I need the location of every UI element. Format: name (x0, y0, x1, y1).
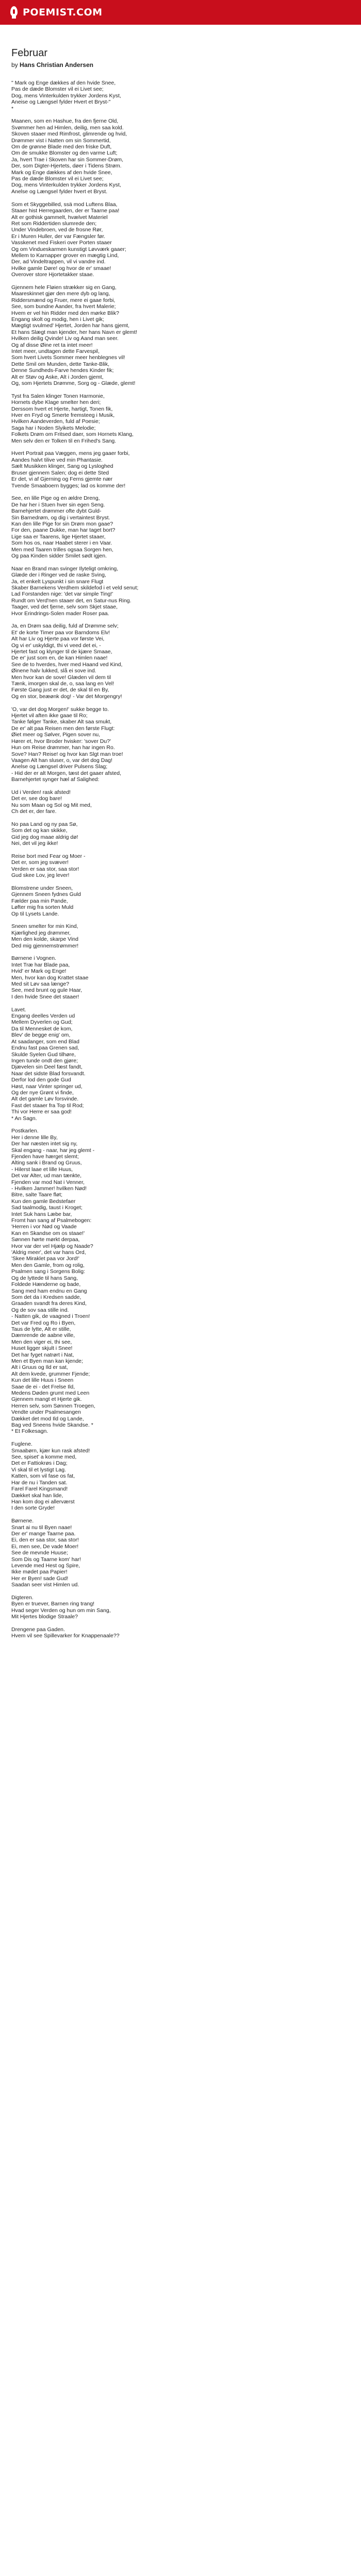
poem-line: See, med brunt og gule Haar, (11, 987, 83, 994)
poem-line: Blev' de begge enig' om, (11, 1032, 71, 1039)
poem-line: Mægtigt svulmed' Hjertet, Jorden har hans gjemt, (11, 323, 130, 329)
poem-line: Derssom hvert et Hjerte, hartigt, Tonen fik, (11, 405, 113, 412)
poem-line: Under Vindebroen, ved de frosne Rør, (11, 227, 103, 233)
poem-line: Levende med Hest og Spire, (11, 1562, 80, 1569)
poem-line: Fælder paa min Pande, (11, 897, 68, 904)
poem-line: Da til Mennesket de kom, (11, 1025, 73, 1032)
poem-line: Her er Byen! sade Gud! (11, 1575, 69, 1582)
poem-line: Kan den lille Pige for sin Drøm mon gaae? (11, 520, 113, 527)
poem-line: " Mark og Enge dækkes af den hvide Snee, (11, 80, 116, 86)
poem-line: Hvem vil see Spillevarker for Knappenaale?? (11, 1633, 120, 1639)
poem-line: Lige saa er Taarens, lige Hjertet staaer, (11, 533, 106, 540)
poem-line: Endnu fast paa Grenen sad, (11, 1045, 79, 1052)
poem-line: Hvilken Aandeverden, fuld af Poesie; (11, 418, 100, 425)
poem-line: Her i denne lille By, (11, 1134, 58, 1141)
logo-text: POEMIST.COM (23, 7, 103, 18)
poem-line: Ja, en Drøm saa deilig, fuld af Drømme selv; (11, 623, 119, 630)
poem-line: Huset ligger skjult i Snee! (11, 1345, 73, 1352)
poem-line: Bitre, salte Taare fløt; (11, 1192, 63, 1198)
poem-line: Aneise og Længsel fylder Hvert et Bryst-" (11, 99, 111, 106)
poem-line: Øiet meer og Sølver, Pigen sover nu, (11, 732, 101, 738)
poem-line: Verden er saa stor, saa stor! (11, 866, 79, 872)
poem-line: Fast det staaer fra Top til Rod; (11, 1102, 84, 1109)
poem-line: Kun det lille Huus i Sneen (11, 1377, 74, 1384)
poem-line: Digteren. (11, 1594, 34, 1601)
poem-line: Det er Fattiokrøs i Dag; (11, 1460, 68, 1467)
poem-line: Glæde der i Ringer ved de raske Sving, (11, 572, 106, 579)
poem-line: Drømmer vist i Natten om sin Sommertid, (11, 137, 111, 144)
poem-stanza (11, 80, 350, 112)
poem-line: Medens Døden grumt med Leen (11, 1390, 90, 1397)
poem-line: Barnehjertet drømmer ofte dybt Guld- (11, 508, 102, 515)
poem-line: Alt i Gruus og Ild er sat, (11, 1364, 68, 1371)
poem-line: Og vi er' uskyldigt, thi vi veed det ei, - (11, 642, 101, 649)
site-header (0, 0, 361, 25)
poem-line: Dette Smil om Munden, dette Tanke-Blik, (11, 361, 110, 367)
poem-line: De er' alt paa Reisen men den første Flugt: (11, 725, 115, 732)
poem-line: Derfor lod den gode Gud (11, 1077, 71, 1083)
poem-line: 'O, var det dog Morgen!' sukke begge to. (11, 706, 109, 713)
poem-line: Hvid' er Mark og Enge! (11, 968, 67, 975)
poem-line: Saadan seer vist Himlen ud. (11, 1582, 79, 1588)
poem-stanza (11, 1128, 350, 1435)
poem-body (11, 80, 350, 1639)
poem-line: Dækket det mod Ild og Lande, (11, 1415, 84, 1422)
poem-line: Det har fyget natrørt i Nat, (11, 1351, 74, 1358)
poem-line: Et hans Slægt man kjender, her hans Navn er glemt! (11, 329, 137, 335)
poem-line: De har her i Stuen hver sin egen Seng. (11, 501, 105, 508)
byline-prefix: by (11, 61, 18, 69)
poem-line: Sælt Musikken klinger, Sang og Lysloghed (11, 463, 113, 470)
poem-line: Riddersmænd og Fruer, mere ei gaae forbi, (11, 297, 116, 303)
poem-line: Som et Skyggebilled, ssä mod Luftens Blaa, (11, 201, 118, 208)
poem-stanza (11, 450, 350, 488)
poem-line: Herren selv, som Sønnen Troegen, (11, 1402, 95, 1409)
poem-line: Denne Sundheds-Farve hendes Kinder fik; (11, 367, 114, 374)
poem-line: Sang med ham endnu en Gang (11, 1287, 87, 1294)
poem-line: - Natten gik, de vaagned i Troen! (11, 1313, 90, 1320)
poem-line: Vaagen Alt han sluser, o, var det dog Dag! (11, 757, 112, 764)
poem-line: Fjenden var mod Nat i Venner, (11, 1179, 85, 1185)
poem-line: Gjennem Sneen fydnes Guld (11, 891, 81, 898)
poem-line: Og de lyttede til hans Sang, (11, 1275, 78, 1281)
poem-stanza (11, 566, 350, 617)
author-link[interactable]: Hans Christian Andersen (20, 61, 93, 69)
poem-line: Barnehjertet synger hæl af Salighed: (11, 776, 100, 783)
poem-line: Høst, naar Vinter springer ud, (11, 1083, 83, 1090)
poem-line: Men et Byen man kan kjende; (11, 1358, 83, 1364)
poem-line: Taager, ved det fjerne, selv som Skjet staae, (11, 604, 118, 611)
quill-drop-icon (9, 6, 19, 19)
site-logo-link[interactable] (9, 6, 103, 19)
poem-line: Der er' mange Taarne paa. (11, 1530, 76, 1537)
poem-line: Gud skee Lov, jeg lever! (11, 872, 70, 879)
poem-line: Og af disse Øine ret ta intet meer! (11, 342, 93, 348)
poem-line: Alting sank i Brand og Gruus, (11, 1160, 82, 1166)
poem-line: Ikke mødet paa Papier! (11, 1569, 68, 1575)
poem-line: Psalmen sang i Sorgens Bolig: (11, 1268, 85, 1275)
poem-line: Men med Taaren trilles ogsaa Sorgen hen, (11, 546, 113, 553)
poem-line: - Hvilken Jammer! hvilken Nød! (11, 1185, 87, 1192)
poem-line: Ja, hvert Trae i Skoven har sin Sommer-Drøm, (11, 156, 124, 163)
poem-line: Sove? Han? Reise! og hvor kan Slgt man troe! (11, 751, 123, 757)
poem-line: I den sorte Gryde! (11, 1505, 55, 1512)
poem-line: Naar en Brand man svinger Ilyteligt omkring, (11, 565, 119, 572)
poem-line: Maareskinnet gjør den mere dyb og lang, (11, 291, 110, 297)
poem-line: De er' just som en, de kan Himlen naae! (11, 655, 108, 662)
poem-line: * (11, 105, 14, 112)
poem-line: Nu som Maan og Sol og Mit med, (11, 802, 92, 808)
poem-line: Hvor var der vel Hjælp og Naade? (11, 1243, 93, 1249)
poem-line: Rundt om Verd'nen staaer det, en Satur-nus Ring. (11, 597, 132, 604)
poem-line: Anelse og Længsel driver Pulsens Slag; (11, 764, 108, 770)
poem-line: Hvert Portrait paa Væggen, mens jeg gaaer forbi, (11, 450, 130, 457)
poem-line: Maanen, som en Hashue, fra den fjerne Old, (11, 118, 119, 125)
poem-line: Blomstrene under Sneen, (11, 885, 73, 891)
poem-line: Gjennem hele Fløien strækker sig en Gang, (11, 284, 117, 291)
poem-line: Om de smukke Blomster og den varme Luft; (11, 150, 118, 157)
poem-line: Mit Hjertes blodige Straale? (11, 1614, 78, 1620)
poem-line: Kun den gamle Bedstefaer (11, 1198, 76, 1205)
poem-stanza (11, 923, 350, 949)
poem-line: Som Dis og Taarne kom' har! (11, 1556, 81, 1563)
poem-stanza (11, 393, 350, 444)
poem-line: Ud i Verden! rask afsted! (11, 789, 71, 795)
poem-line: Kan en Skandse om os staae!' (11, 1230, 85, 1236)
poem-stanza (11, 885, 350, 917)
poem-line: Dog, mens Vinterkulden trykker Jordens Kyst, (11, 92, 121, 99)
poem-line: Det er, see dog bare! (11, 795, 62, 802)
poem-line: Reise bort med Fear og Moer - (11, 853, 86, 859)
poem-line: Er det, vi af Gjerning og Ferns gjemte nær (11, 476, 113, 483)
poem-line: See de to hverdes, hver med Haand ved Kind, (11, 661, 123, 668)
poem-line: Foldede Hænderne og bade, (11, 1281, 81, 1288)
poem-line: Men selv den er Tolken til en Frihed's Sang. (11, 437, 117, 444)
poem-line: Hvilke gamle Døre! og hvor de er' smaae! (11, 265, 111, 272)
poem-line: Sin Barnedrøm, og dig i vertaintest Bryst. (11, 514, 110, 521)
poem-line: Postkarlen. (11, 1128, 39, 1134)
poem-line: Fjenden have hærget slemt; (11, 1153, 79, 1160)
poem-line: Der, ad Vindeltrappen, vil vi vandre ind. (11, 259, 106, 265)
poem-line: Fromt han sang af Psalmebogen: (11, 1217, 92, 1224)
poem-line: Lavet. (11, 1006, 26, 1013)
poem-stanza (11, 853, 350, 879)
poem-line: Hver en Fryd og Smerte fremsteeg i Musik, (11, 412, 115, 419)
poem-line: Har de nu i Tanden sat. (11, 1479, 68, 1486)
byline (11, 61, 350, 69)
poem-line: Anelse og Længsel fylder hvert et Bryst. (11, 188, 108, 195)
poem-line: Drengene paa Gaden. (11, 1626, 65, 1633)
poem-line: Vendte under Psalmesangen (11, 1409, 81, 1416)
poem-line: Et' de korte Timer paa vor Barndoms Elv! (11, 629, 110, 636)
poem-line: Tvende Smaaboern bygges; lad os komme der! (11, 482, 126, 489)
poem-line: Men den viger ei, thi see, (11, 1338, 72, 1345)
poem-line: Staaer hist Herregaarden, der er Taarne paa! (11, 208, 120, 214)
poem-line: Alt det gamle Løv forsvinde. (11, 1096, 79, 1103)
poem-line: Som det da i Kredsen sadde, (11, 1294, 81, 1300)
poem-line: 'Skee Miraklet paa vor Jord!' (11, 1256, 79, 1262)
poem-line: Naar det sidste Blad forsvandt. (11, 1070, 86, 1077)
poem-line: Folkets Drøm om Fritsed daer, som Hornets Klang, (11, 431, 134, 438)
poem-line: Første Gang just er det, de skal til en By, (11, 687, 109, 693)
poem-line: Hornets dybe Klage smelter hen deri; (11, 399, 101, 406)
poem-line: Taus de lytte, Alt er stille, (11, 1326, 71, 1332)
poem-stanza (11, 1518, 350, 1588)
poem-line: Gid jeg dog maae aldrig dø! (11, 834, 78, 840)
poem-line: Hvem er vel hin Ridder med den mørke Blik? (11, 310, 119, 316)
poem-line: Der har næsten intet sig ny, (11, 1141, 78, 1147)
poem-line: Katten, som vil fase os fat, (11, 1473, 75, 1480)
poem-line: Mellem to Karnapper grover en mægtig Lind, (11, 252, 119, 259)
poem-line: See, en lille Pige og en ældre Dreng, (11, 495, 100, 502)
poem-line: Ch det er, der fare. (11, 808, 57, 815)
poem-line: * Et Folkesagn. (11, 1428, 48, 1435)
poem-line: Ded mig gjennemstrømmer! (11, 942, 79, 949)
poem-line: See de mevnde Huuse; (11, 1550, 68, 1556)
poem-line: Tænk, imorgen skal de, o, saa lang en Vel! (11, 681, 114, 687)
poem-line: Om de grønne Blade med den friske Duft, (11, 144, 112, 150)
poem-line: Pas de dæde Blomster vil ei Livet see; (11, 86, 104, 93)
poem-line: Skal engang - naar, har jeg glemt - (11, 1147, 95, 1154)
poem-line: Ret som Riddertiden slumrede den; (11, 220, 97, 227)
poem-stanza (11, 955, 350, 1000)
poem-line: Mark og Enge dækkes af den hvide Snee, (11, 169, 112, 176)
poem-line: Smaabørn, kjær kun rask afsted! (11, 1447, 90, 1454)
poem-line: Og en stor, beæønk dog! - Var det Morgengry! (11, 693, 122, 700)
poem-line: See, spiset' a komme med, (11, 1454, 77, 1461)
poem-line: Skulde Syelen Gud tilhøre, (11, 1051, 76, 1058)
poem-line: Vasskenet med Fiskeri over Porten staaer (11, 240, 112, 246)
poem-line: * An Sagn. (11, 1115, 37, 1122)
poem-line: 'Aldrig meer', det var hans Ord, (11, 1249, 86, 1256)
poem-line: Og, som Hjertets Drømme, Sorg og - Glæde, glemt! (11, 380, 136, 387)
poem-line: Men, hvor kan dog Krattet staae (11, 974, 89, 981)
poem-line: Han kom dog ei allerværst (11, 1498, 75, 1505)
poem-line: Vi skal til et lystigt Lag. (11, 1466, 67, 1473)
poem-line: Men den kolde, skarpe Vind (11, 936, 78, 943)
poem-line: Ei, den er saa stor, saa stor! (11, 1537, 79, 1544)
poem-line: Intet meer, undtagen dette Farvespil, (11, 348, 100, 355)
poem-line: Hun om Reise drømmer, han har ingen Ro. (11, 744, 115, 751)
poem-line: Fuglene. (11, 1441, 32, 1448)
poem-line: Saga har i Noden Slyikets Melodie; (11, 425, 96, 431)
poem-line: Byen er truever, Barnen ring trang! (11, 1601, 95, 1607)
poem-line: At saadanger, som end Blad (11, 1038, 79, 1045)
poem-line: Gjennem mangt et Hjerte gik. (11, 1396, 82, 1403)
poem-line: Øinene halv lukked, slå ei sove ind. (11, 668, 96, 674)
poem-line: Nei, det vil jeg ikke! (11, 840, 58, 847)
poem-line: Alt har Liv og Hjerte paa vor første Vei, (11, 636, 105, 642)
poem-line: Saae de ei - det Frelse Ild, (11, 1383, 75, 1390)
poem-stanza (11, 118, 350, 195)
poem-line: Som hvert Livets Sommer meer henblegnes vil! (11, 354, 125, 361)
poem-line: For den, paane Dukke, man har taget bort? (11, 527, 116, 534)
poem-line: Det var Fred og Ro i Byen, (11, 1319, 76, 1326)
poem-title: Februar (11, 47, 48, 59)
poem-line: Lad Forstanden nige: 'det var simple Ting!' (11, 591, 113, 598)
poem-line: Overover store Hjortetakker staae. (11, 272, 94, 278)
poem-line: Pas de dæde Blomster vil ei Livet see; (11, 176, 104, 182)
poem-line: Hører et, hvor Broder hvisker: 'sover Du?' (11, 738, 111, 744)
poem-line: See, som bundne Aander, fra hvert Malerie; (11, 303, 116, 310)
poem-line: Alt er Støv og Aske, Alt i Jorden gjemt, (11, 374, 104, 380)
poem-line: Hjertet vil aften ikke gaae til Ro; (11, 713, 88, 719)
poem-line: Men den Gamle, from og rolig, (11, 1262, 85, 1268)
poem-line: Det er, som jeg svæver! (11, 859, 69, 866)
poem-line: Hjertet fast og klynger til de kjære Smaae, (11, 649, 112, 655)
poem-line: Tanke følger Tanke, skaber Alt saa smukt, (11, 719, 112, 725)
poem-line: Op til Lysets Lande. (11, 910, 59, 917)
poem-line: Men hvor kan de sove! Glæden vil dem til (11, 674, 111, 681)
poem-content (0, 25, 361, 1639)
poem-line: Hvor Erindrings-Solen mader Roser paa. (11, 610, 109, 617)
poem-line: 'Herren i vor Nød og Vaade (11, 1224, 77, 1230)
poem-line: Ja, et enkelt Lyspunkt i sin snare Flugt (11, 578, 104, 585)
poem-line: Kjærlighed jeg drømmer, (11, 929, 71, 936)
poem-stanza (11, 706, 350, 783)
poem-line: Og de sov saa stille ind. (11, 1307, 69, 1313)
poem-line: I den hvide Snee det staaer! (11, 993, 79, 1000)
poem-line: Skaber Barnekens Verdhem skildefod i et veld senut; (11, 584, 139, 591)
poem-line: Børnene i Vognen. (11, 955, 56, 962)
poem-line: Som hos os, naar Haabet sterer i en Vaar. (11, 540, 112, 547)
poem-line: Graaden svandt fra deres Kind, (11, 1300, 87, 1307)
poem-line: Som det og kan skikke, (11, 827, 68, 834)
poem-line: Det var Alter, ud man tænkte, (11, 1173, 81, 1179)
poem-line: Tyst fra Salen klinger Tonen Harmonie, (11, 393, 105, 399)
poem-line: Alt dem kvede, grummer Fjende; (11, 1370, 90, 1377)
poem-line: Og paa Kinden sidder Smilet sødt igjen. (11, 552, 107, 559)
poem-line: Ingen tunde ondt den gjøre; (11, 1057, 78, 1064)
poem-line: Sneen smelter for min Kind, (11, 923, 78, 930)
poem-line: Engang skolt og modig, hen i Livet gik; (11, 316, 104, 323)
poem-line: Alt er gothisk gammelt, hvælvet Materiel (11, 214, 108, 221)
poem-stanza (11, 821, 350, 847)
poem-line: Skoven staaer med Rimfrost, glimrende og hvid, (11, 131, 127, 138)
poem-line: Intet Træ har Blade paa, (11, 961, 70, 968)
poem-line: Ei, men see, De vade Moer! (11, 1543, 79, 1550)
poem-line: No paa Land og ny paa Sø, (11, 821, 78, 827)
poem-line: Snart ai nu til Byen naae! (11, 1524, 72, 1531)
poem-line: Dog, mens Vinterkulden trykker Jordens Kyst, (11, 182, 121, 189)
poem-stanza (11, 1007, 350, 1122)
poem-line: Djævelen sin Deel fæst fandt, (11, 1064, 83, 1071)
poem-line: Hvad seger Verden og hun om min Sang, (11, 1607, 111, 1614)
poem-line: - Hid der er alt Morgen, tæst det gaaer afsted, (11, 770, 122, 776)
poem-line: Sad taalmodig, taust i Kroget; (11, 1205, 83, 1211)
poem-line: - Hilerst laae et lille Huus, (11, 1166, 73, 1173)
poem-line: Er i Muren Huller, der var Fængsler før. (11, 233, 106, 240)
poem-stanza (11, 789, 350, 815)
poem-line: Dækket skal han lide, (11, 1492, 63, 1499)
poem-stanza (11, 201, 350, 278)
poem-line: Farel Farel Kingsmand! (11, 1486, 68, 1493)
poem-line: Der, som Digter-Hjertets, døer i Tidens Strøm. (11, 163, 122, 170)
poem-line: Børnene. (11, 1518, 34, 1524)
poem-stanza (11, 495, 350, 559)
poem-stanza (11, 284, 350, 387)
poem-line: Aandes halvt tilive ved min Phantasie. (11, 456, 103, 463)
poem-line: Og der nye Grønt vi finde, (11, 1089, 74, 1096)
poem-line: Hvilken deilig Qvinde! Liv og Aand man seer. (11, 335, 119, 342)
poem-stanza (11, 623, 350, 700)
poem-stanza (11, 1441, 350, 1511)
poem-line: Engang deelles Verden ud (11, 1013, 75, 1020)
poem-line: Svømmer hen ad Himlen, deilig, men saa kold. (11, 124, 124, 131)
poem-line: Sønnen hørte mørkt derpaa, (11, 1236, 80, 1243)
poem-line: Bruser gjennem Salen; dog ei dette Sted (11, 469, 109, 476)
poem-stanza (11, 1626, 350, 1639)
poem-line: Intet Suk hans Læbe bar, (11, 1211, 72, 1217)
poem-line: Mellem Dyverlen og Gud; (11, 1019, 73, 1026)
poem-stanza (11, 1595, 350, 1620)
poem-line: Thi vor Herre er saa god! (11, 1109, 72, 1115)
poem-line: Løfter mig fra sorten Muld (11, 904, 74, 911)
poem-line: Bag ved Sneens hvide Skandse. * (11, 1422, 93, 1429)
poem-line: Dæmrende de aabne ville, (11, 1332, 75, 1339)
poem-line: Med sit Løv saa længe? (11, 981, 70, 988)
poem-line: Og om Vindueskarmen kunstigt Løvværk gaaer; (11, 246, 126, 252)
